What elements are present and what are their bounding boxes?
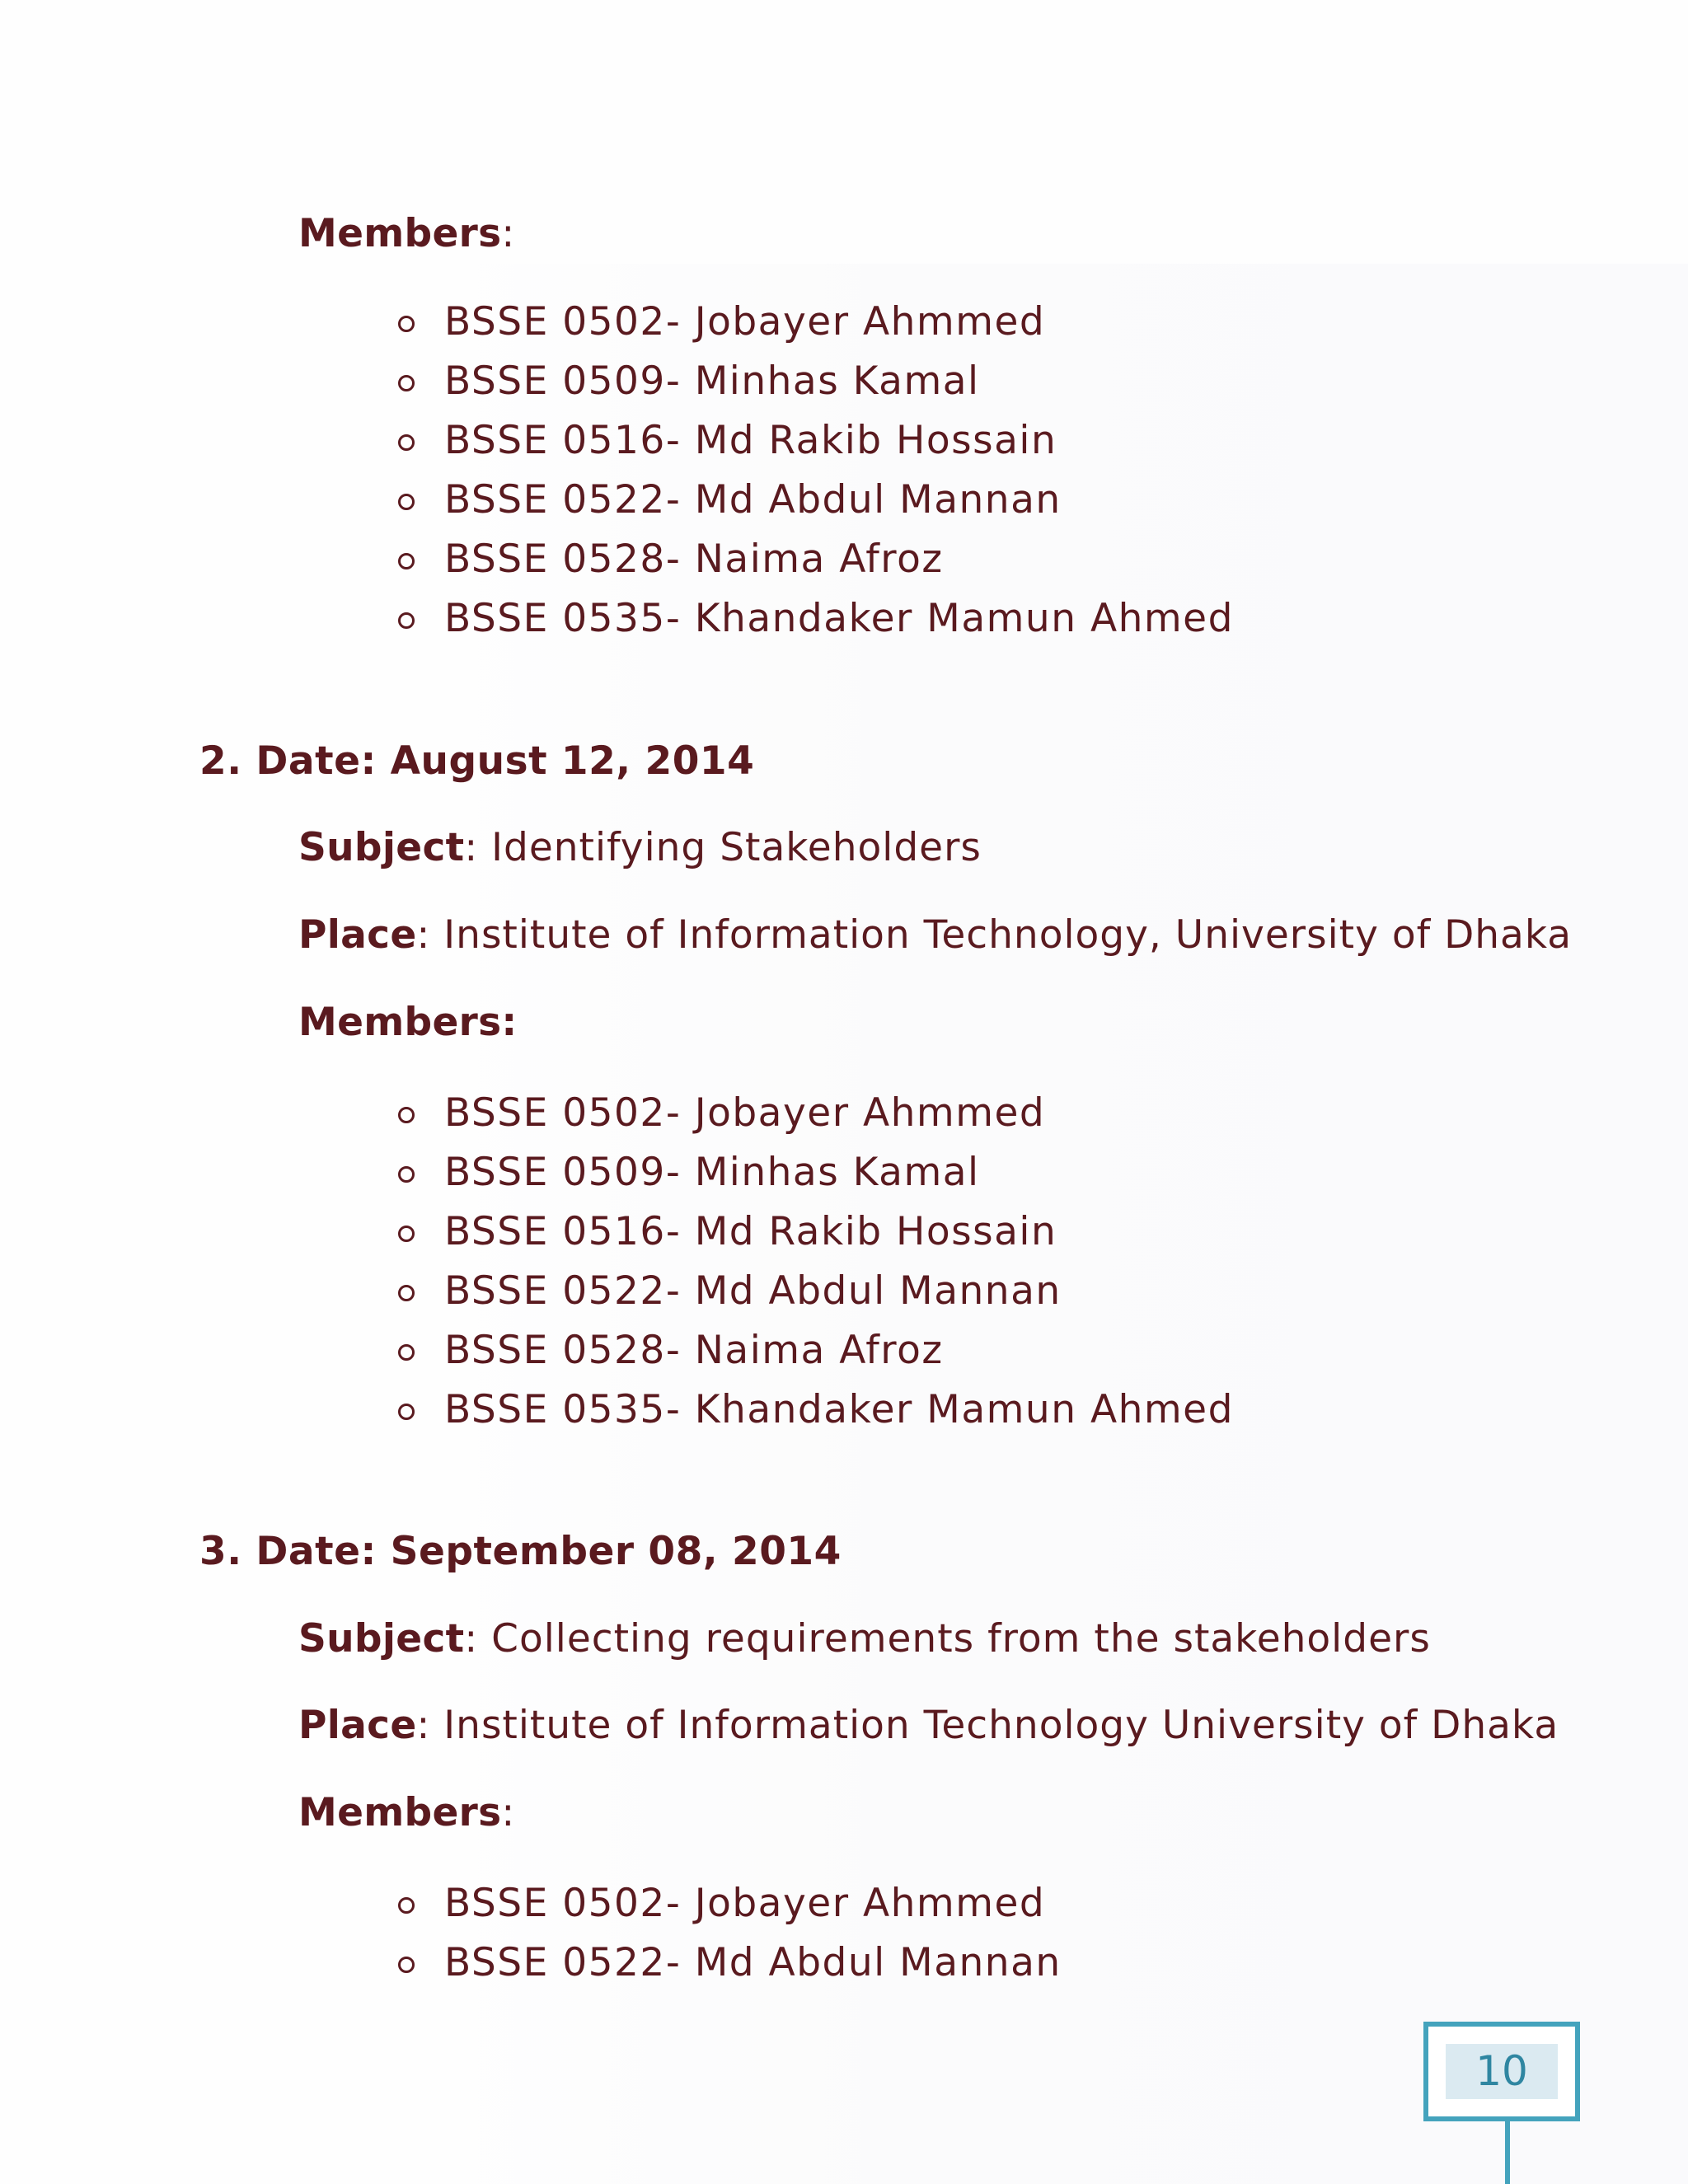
place-line-3 (298, 1703, 1559, 1748)
place-label: Place (298, 1703, 417, 1748)
circle-bullet-icon (398, 1957, 415, 1973)
list-item (398, 1874, 1062, 1933)
member-entry: BSSE 0502- Jobayer Ahmmed (444, 1881, 1046, 1926)
place-value: : Institute of Information Technology, University of Dhaka (416, 912, 1573, 958)
subject-line-2 (298, 825, 982, 870)
member-entry: BSSE 0516- Md Rakib Hossain (444, 418, 1057, 463)
meeting-heading-2: 2. Date: August 12, 2014 (199, 738, 755, 784)
page-number-box (1423, 2022, 1580, 2121)
members-label-text: Members (298, 211, 502, 256)
member-entry: BSSE 0522- Md Abdul Mannan (444, 1940, 1062, 1985)
members-label-3 (298, 1790, 515, 1835)
member-entry: BSSE 0502- Jobayer Ahmmed (444, 299, 1046, 344)
member-entry: BSSE 0535- Khandaker Mamun Ahmed (444, 1387, 1234, 1432)
circle-bullet-icon (398, 1107, 415, 1123)
members-label-text: Members: (298, 1000, 518, 1045)
list-item (398, 1380, 1234, 1440)
circle-bullet-icon (398, 1166, 415, 1183)
list-item (398, 352, 1234, 411)
page-number-connector (1505, 2121, 1510, 2184)
member-entry: BSSE 0528- Naima Afroz (444, 537, 944, 582)
place-label: Place (298, 912, 417, 958)
subject-label: Subject (298, 1616, 465, 1661)
member-entry: BSSE 0509- Minhas Kamal (444, 1150, 980, 1195)
circle-bullet-icon (398, 612, 415, 629)
list-item (398, 1321, 1234, 1380)
member-entry: BSSE 0535- Khandaker Mamun Ahmed (444, 596, 1234, 641)
member-list-3 (398, 1874, 1062, 1993)
list-item (398, 1202, 1234, 1262)
members-label-text: Members (298, 1790, 502, 1835)
page-number: 10 (1446, 2044, 1558, 2099)
member-entry: BSSE 0502- Jobayer Ahmmed (444, 1090, 1046, 1136)
list-item (398, 589, 1234, 649)
meeting-heading-3: 3. Date: September 08, 2014 (199, 1529, 842, 1574)
members-colon: : (501, 211, 516, 256)
member-entry: BSSE 0516- Md Rakib Hossain (444, 1209, 1057, 1254)
list-item (398, 1262, 1234, 1321)
list-item (398, 1143, 1234, 1202)
circle-bullet-icon (398, 375, 415, 391)
list-item (398, 1084, 1234, 1143)
subject-value: : Collecting requirements from the stakeholders (464, 1616, 1431, 1661)
subject-label: Subject (298, 825, 465, 870)
circle-bullet-icon (398, 1226, 415, 1242)
circle-bullet-icon (398, 494, 415, 510)
members-label-2 (298, 1000, 518, 1045)
place-value: : Institute of Information Technology University of Dhaka (416, 1703, 1559, 1748)
member-list-1 (398, 293, 1234, 649)
circle-bullet-icon (398, 1285, 415, 1301)
member-entry: BSSE 0522- Md Abdul Mannan (444, 1268, 1062, 1314)
list-item (398, 471, 1234, 530)
circle-bullet-icon (398, 434, 415, 451)
circle-bullet-icon (398, 1344, 415, 1361)
list-item (398, 293, 1234, 352)
member-list-2 (398, 1084, 1234, 1440)
circle-bullet-icon (398, 1897, 415, 1914)
member-entry: BSSE 0528- Naima Afroz (444, 1328, 944, 1373)
list-item (398, 530, 1234, 589)
subject-line-3 (298, 1616, 1431, 1661)
subject-value: : Identifying Stakeholders (464, 825, 982, 870)
list-item (398, 411, 1234, 471)
members-label-1 (298, 211, 515, 256)
circle-bullet-icon (398, 553, 415, 569)
member-entry: BSSE 0522- Md Abdul Mannan (444, 477, 1062, 523)
circle-bullet-icon (398, 316, 415, 332)
circle-bullet-icon (398, 1404, 415, 1420)
list-item (398, 1933, 1062, 1993)
members-colon: : (501, 1790, 516, 1835)
member-entry: BSSE 0509- Minhas Kamal (444, 359, 980, 404)
place-line-2 (298, 912, 1572, 958)
